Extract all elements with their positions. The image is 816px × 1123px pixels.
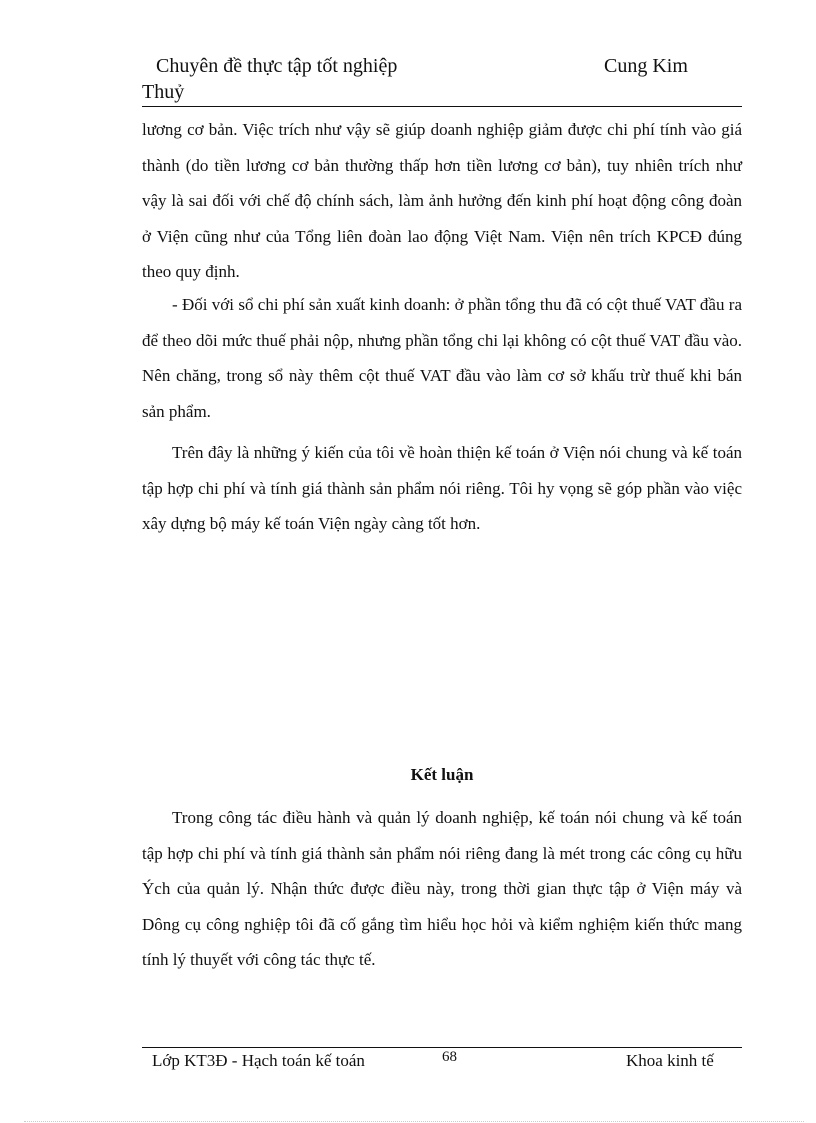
header-divider (142, 106, 742, 107)
page-number: 68 (442, 1049, 457, 1065)
header-author-continued: Thuỷ (142, 81, 185, 103)
header-title: Chuyên đề thực tập tốt nghiệp (156, 55, 398, 77)
conclusion-heading: Kết luận (410, 765, 474, 784)
paragraph-vat: - Đối với sổ chi phí sản xuất kinh doanh: ở phần tổng thu đã có cột thuế VAT đầu ra để theo dõi mức thuế phải nộp, nhưng phần tổng chi lại không có cột thuế VAT đầu vào. Nên chăng, trong sổ này thêm cột thuế VAT đầu vào làm cơ sở khấu trừ thuế khi bán sản phẩm. (142, 295, 742, 421)
paragraph-summary: Trên đây là những ý kiến của tôi về hoàn thiện kế toán ở Viện nói chung và kế toán tập hợp chi phí và tính giá thành sản phẩm nói riêng. Tôi hy vọng sẽ góp phần vào việc xây dựng bộ máy kế toán Viện ngày càng tốt hơn. (142, 443, 742, 533)
conclusion-paragraph: Trong công tác điều hành và quản lý doanh nghiệp, kế toán nói chung và kế toán tập hợp chi phí và tính giá thành sản phẩm nói riêng đang là mét trong các công cụ hữu Ých của quản lý. Nhận thức được điều này, trong thời gian thực tập ở Viện máy và Dông cụ công nghiệp tôi đã cố gắng tìm hiểu học hỏi và kiểm nghiệm kiến thức mang tính lý thuyết với công tác thực tế. (142, 808, 742, 969)
paragraph-kpcd: lương cơ bản. Việc trích như vậy sẽ giúp doanh nghiệp giảm được chi phí tính vào giá thành (do tiền lương cơ bản thường thấp hơn tiền lương cơ bản), tuy nhiên trích như vậy là sai đối với chế độ chính sách, làm ảnh hưởng đến kinh phí hoạt động công đoàn ở Viện cũng như của Tổng liên đoàn lao động Việt Nam. Viện nên trích KPCĐ đúng theo quy định. (142, 120, 742, 281)
page-edge-divider (24, 1121, 804, 1122)
footer-faculty-label: Khoa kinh tế (626, 1051, 714, 1070)
footer-class-label: Lớp KT3Đ - Hạch toán kế toán (152, 1051, 365, 1070)
header-author: Cung Kim (604, 55, 688, 77)
